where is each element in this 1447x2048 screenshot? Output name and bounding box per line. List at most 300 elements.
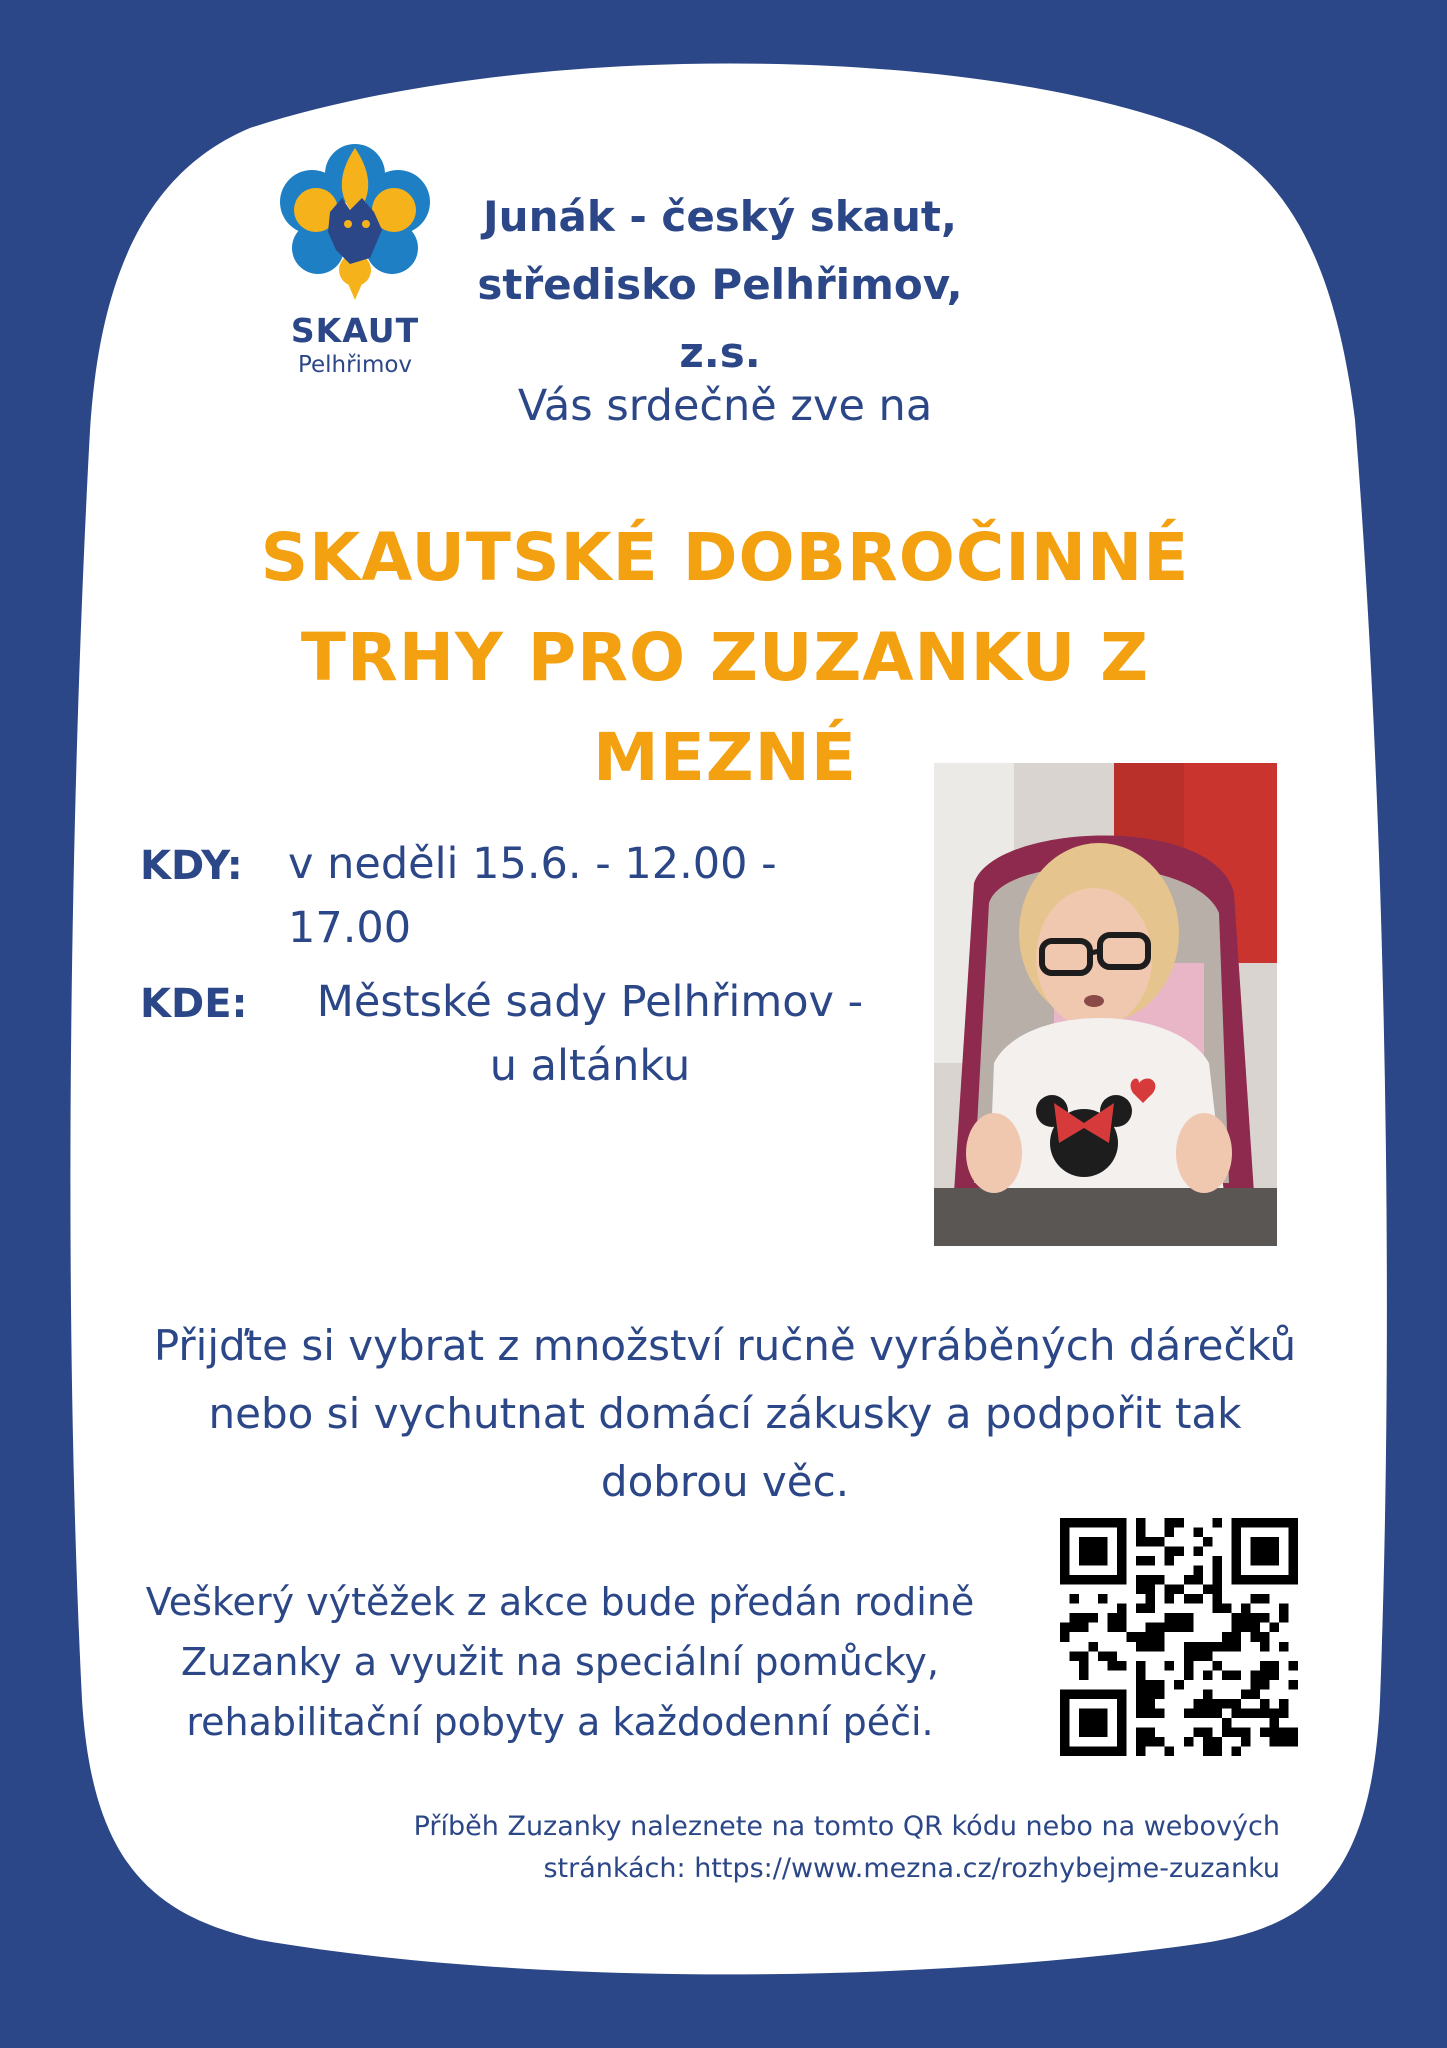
- qr-module: [1108, 1689, 1118, 1699]
- qr-module: [1060, 1632, 1070, 1642]
- qr-module: [1288, 1661, 1298, 1671]
- qr-module: [1203, 1727, 1213, 1737]
- qr-module: [1117, 1575, 1127, 1585]
- qr-module: [1079, 1718, 1089, 1728]
- qr-module: [1222, 1632, 1232, 1642]
- qr-module: [1117, 1718, 1127, 1728]
- qr-module: [1288, 1727, 1298, 1737]
- qr-module: [1241, 1613, 1251, 1623]
- qr-module: [1136, 1661, 1146, 1671]
- qr-module: [1060, 1737, 1070, 1747]
- qr-module: [1250, 1670, 1260, 1680]
- qr-module: [1231, 1547, 1241, 1557]
- qr-module: [1250, 1632, 1260, 1642]
- qr-module: [1193, 1566, 1203, 1576]
- qr-module: [1203, 1737, 1213, 1747]
- qr-module: [1203, 1651, 1213, 1661]
- qr-module: [1155, 1708, 1165, 1718]
- qr-module: [1260, 1556, 1270, 1566]
- qr-module: [1269, 1670, 1279, 1680]
- qr-module: [1174, 1613, 1184, 1623]
- qr-module: [1212, 1699, 1222, 1709]
- qr-module: [1155, 1623, 1165, 1633]
- qr-module: [1146, 1537, 1156, 1547]
- qr-module: [1174, 1518, 1184, 1528]
- qr-module: [1203, 1699, 1213, 1709]
- qr-module: [1089, 1575, 1099, 1585]
- qr-module: [1279, 1708, 1289, 1718]
- qr-module: [1203, 1746, 1213, 1756]
- qr-module: [1070, 1651, 1080, 1661]
- qr-module: [1136, 1632, 1146, 1642]
- qr-module: [1203, 1537, 1213, 1547]
- qr-module: [1193, 1699, 1203, 1709]
- qr-module: [1146, 1623, 1156, 1633]
- qr-module: [1165, 1613, 1175, 1623]
- qr-module: [1279, 1518, 1289, 1528]
- qr-module: [1231, 1528, 1241, 1538]
- qr-module: [1155, 1575, 1165, 1585]
- qr-module: [1060, 1518, 1070, 1528]
- qr-module: [1060, 1575, 1070, 1585]
- qr-module: [1089, 1689, 1099, 1699]
- qr-module: [1165, 1623, 1175, 1633]
- qr-module: [1098, 1594, 1108, 1604]
- invitation-line-2: nebo si vychutnat domácí zákusky a podpořit tak: [208, 1389, 1242, 1438]
- qr-module: [1260, 1594, 1270, 1604]
- qr-module: [1165, 1528, 1175, 1538]
- when-label: KDY:: [140, 843, 243, 889]
- qr-module: [1146, 1737, 1156, 1747]
- qr-module: [1241, 1737, 1251, 1747]
- qr-module: [1212, 1708, 1222, 1718]
- qr-module: [1070, 1623, 1080, 1633]
- qr-module: [1193, 1575, 1203, 1585]
- qr-module: [1117, 1689, 1127, 1699]
- qr-module: [1193, 1528, 1203, 1538]
- qr-module: [1117, 1604, 1127, 1614]
- qr-module: [1108, 1613, 1118, 1623]
- qr-module: [1222, 1727, 1232, 1737]
- qr-module: [1241, 1604, 1251, 1614]
- qr-module: [1184, 1642, 1194, 1652]
- qr-module: [1231, 1727, 1241, 1737]
- qr-module: [1136, 1518, 1146, 1528]
- qr-module: [1079, 1556, 1089, 1566]
- invite-text: Vás srdečně zve na: [517, 381, 933, 431]
- qr-module: [1174, 1585, 1184, 1595]
- qr-module: [1288, 1518, 1298, 1528]
- qr-module: [1136, 1746, 1146, 1756]
- where-line-1: Městské sady Pelhřimov -: [316, 977, 864, 1027]
- qr-module: [1269, 1661, 1279, 1671]
- qr-module: [1117, 1537, 1127, 1547]
- qr-module: [1279, 1727, 1289, 1737]
- organization-name: [440, 183, 1000, 387]
- qr-module: [1079, 1537, 1089, 1547]
- qr-module: [1117, 1623, 1127, 1633]
- qr-module: [1098, 1718, 1108, 1728]
- qr-module: [1184, 1613, 1194, 1623]
- qr-module: [1269, 1518, 1279, 1528]
- qr-module: [1079, 1651, 1089, 1661]
- qr-module: [1146, 1632, 1156, 1642]
- qr-module: [1146, 1727, 1156, 1737]
- invitation-line-3: dobrou věc.: [600, 1457, 850, 1506]
- qr-module: [1165, 1746, 1175, 1756]
- qr-module: [1089, 1727, 1099, 1737]
- proceeds-paragraph: [130, 1572, 990, 1752]
- qr-module: [1117, 1547, 1127, 1557]
- qr-module: [1279, 1642, 1289, 1652]
- qr-module: [1079, 1689, 1089, 1699]
- qr-module: [1098, 1651, 1108, 1661]
- qr-module: [1079, 1575, 1089, 1585]
- qr-module: [1288, 1547, 1298, 1557]
- qr-module: [1279, 1604, 1289, 1614]
- qr-module: [1203, 1708, 1213, 1718]
- qr-module: [1222, 1718, 1232, 1728]
- qr-module: [1269, 1708, 1279, 1718]
- qr-module: [1231, 1642, 1241, 1652]
- qr-module: [1250, 1623, 1260, 1633]
- qr-module: [1212, 1575, 1222, 1585]
- qr-module: [1288, 1575, 1298, 1585]
- event-title-line-3: MEZNÉ: [593, 719, 857, 796]
- qr-module: [1060, 1566, 1070, 1576]
- qr-module: [1117, 1518, 1127, 1528]
- qr-module: [1079, 1708, 1089, 1718]
- qr-module: [1146, 1708, 1156, 1718]
- qr-module: [1060, 1547, 1070, 1557]
- qr-module: [1098, 1537, 1108, 1547]
- qr-module: [1250, 1537, 1260, 1547]
- qr-module: [1250, 1575, 1260, 1585]
- qr-module: [1108, 1661, 1118, 1671]
- qr-module: [1241, 1623, 1251, 1633]
- qr-code-icon: [1060, 1518, 1298, 1756]
- qr-module: [1174, 1547, 1184, 1557]
- qr-module: [1212, 1604, 1222, 1614]
- qr-module: [1089, 1708, 1099, 1718]
- qr-module: [1260, 1642, 1270, 1652]
- qr-module: [1288, 1556, 1298, 1566]
- qr-module: [1165, 1518, 1175, 1528]
- where-value: [270, 970, 910, 1098]
- qr-module: [1098, 1689, 1108, 1699]
- qr-module: [1060, 1689, 1070, 1699]
- qr-module: [1098, 1575, 1108, 1585]
- qr-module: [1193, 1547, 1203, 1557]
- child-in-wheelchair-photo-icon: [934, 763, 1277, 1246]
- qr-code[interactable]: [1060, 1518, 1298, 1756]
- qr-module: [1117, 1746, 1127, 1756]
- qr-module: [1231, 1575, 1241, 1585]
- qr-module: [1279, 1699, 1289, 1709]
- qr-module: [1136, 1680, 1146, 1690]
- qr-module: [1241, 1727, 1251, 1737]
- proceeds-line-3: rehabilitační pobyty a každodenní péči.: [186, 1700, 934, 1744]
- invitation-paragraph: [120, 1312, 1330, 1516]
- qr-module: [1241, 1708, 1251, 1718]
- qr-module: [1136, 1604, 1146, 1614]
- qr-module: [1117, 1699, 1127, 1709]
- qr-module: [1079, 1661, 1089, 1671]
- qr-module: [1136, 1737, 1146, 1747]
- qr-module: [1079, 1518, 1089, 1528]
- qr-module: [1269, 1537, 1279, 1547]
- qr-module: [1212, 1661, 1222, 1671]
- qr-module: [1165, 1594, 1175, 1604]
- qr-module: [1241, 1575, 1251, 1585]
- where-label: KDE:: [140, 981, 248, 1027]
- qr-module: [1231, 1518, 1241, 1528]
- qr-module: [1146, 1594, 1156, 1604]
- qr-module: [1089, 1518, 1099, 1528]
- qr-module: [1288, 1680, 1298, 1690]
- qr-module: [1250, 1518, 1260, 1528]
- qr-module: [1117, 1566, 1127, 1576]
- qr-module: [1146, 1699, 1156, 1709]
- qr-module: [1250, 1594, 1260, 1604]
- qr-module: [1203, 1642, 1213, 1652]
- qr-module: [1231, 1556, 1241, 1566]
- qr-module: [1260, 1680, 1270, 1690]
- qr-module: [1165, 1547, 1175, 1557]
- qr-module: [1260, 1670, 1270, 1680]
- qr-module: [1165, 1585, 1175, 1595]
- qr-module: [1174, 1623, 1184, 1633]
- qr-module: [1146, 1585, 1156, 1595]
- qr-module: [1212, 1642, 1222, 1652]
- invitation-line-1: Přijďte si vybrat z množství ručně vyráběných dárečků: [153, 1321, 1297, 1370]
- qr-module: [1079, 1746, 1089, 1756]
- qr-module: [1146, 1642, 1156, 1652]
- qr-module: [1203, 1689, 1213, 1699]
- event-title-line-2: TRHY PRO ZUZANKU Z: [300, 619, 1150, 696]
- qr-module: [1269, 1623, 1279, 1633]
- qr-module: [1269, 1575, 1279, 1585]
- organization-line-1: Junák - český skaut,: [483, 192, 957, 241]
- story-line-1: Příběh Zuzanky naleznete na tomto QR kódu nebo na webových: [413, 1811, 1280, 1842]
- qr-module: [1070, 1689, 1080, 1699]
- qr-module: [1260, 1547, 1270, 1557]
- qr-module: [1288, 1566, 1298, 1576]
- qr-module: [1250, 1708, 1260, 1718]
- proceeds-line-2: Zuzanky a využit na speciální pomůcky,: [181, 1640, 939, 1684]
- qr-module: [1222, 1670, 1232, 1680]
- qr-module: [1155, 1680, 1165, 1690]
- qr-module: [1136, 1528, 1146, 1538]
- qr-module: [1060, 1718, 1070, 1728]
- qr-module: [1231, 1746, 1241, 1756]
- qr-module: [1136, 1699, 1146, 1709]
- qr-module: [1060, 1528, 1070, 1538]
- qr-module: [1260, 1518, 1270, 1528]
- qr-module: [1117, 1613, 1127, 1623]
- qr-module: [1079, 1613, 1089, 1623]
- story-line-2[interactable]: stránkách: https://www.mezna.cz/rozhybejme-zuzanku: [543, 1853, 1280, 1884]
- qr-module: [1184, 1708, 1194, 1718]
- story-note: [380, 1806, 1280, 1890]
- qr-module: [1193, 1708, 1203, 1718]
- qr-module: [1288, 1537, 1298, 1547]
- qr-module: [1155, 1642, 1165, 1652]
- qr-module: [1146, 1680, 1156, 1690]
- qr-module: [1089, 1613, 1099, 1623]
- qr-module: [1155, 1737, 1165, 1747]
- qr-module: [1184, 1737, 1194, 1747]
- qr-module: [1212, 1556, 1222, 1566]
- qr-module: [1184, 1594, 1194, 1604]
- qr-module: [1136, 1575, 1146, 1585]
- qr-module: [1079, 1547, 1089, 1557]
- qr-module: [1212, 1518, 1222, 1528]
- qr-module: [1222, 1699, 1232, 1709]
- qr-module: [1098, 1518, 1108, 1528]
- qr-module: [1108, 1746, 1118, 1756]
- qr-module: [1231, 1699, 1241, 1709]
- qr-module: [1288, 1737, 1298, 1747]
- qr-module: [1212, 1594, 1222, 1604]
- qr-module: [1174, 1680, 1184, 1690]
- qr-module: [1222, 1604, 1232, 1614]
- qr-module: [1136, 1670, 1146, 1680]
- qr-module: [1250, 1556, 1260, 1566]
- qr-module: [1155, 1632, 1165, 1642]
- proceeds-line-1: Veškerý výtěžek z akce bude předán rodině: [145, 1580, 975, 1624]
- qr-module: [1089, 1556, 1099, 1566]
- qr-module: [1231, 1708, 1241, 1718]
- qr-module: [1260, 1727, 1270, 1737]
- qr-module: [1079, 1623, 1089, 1633]
- qr-module: [1108, 1518, 1118, 1528]
- qr-module: [1146, 1689, 1156, 1699]
- qr-module: [1241, 1518, 1251, 1528]
- qr-module: [1269, 1718, 1279, 1728]
- qr-module: [1279, 1575, 1289, 1585]
- qr-module: [1193, 1651, 1203, 1661]
- qr-module: [1117, 1556, 1127, 1566]
- qr-module: [1117, 1528, 1127, 1538]
- qr-module: [1060, 1537, 1070, 1547]
- qr-module: [1155, 1689, 1165, 1699]
- qr-module: [1146, 1556, 1156, 1566]
- qr-module: [1203, 1670, 1213, 1680]
- qr-module: [1193, 1727, 1203, 1737]
- qr-module: [1098, 1556, 1108, 1566]
- qr-module: [1108, 1575, 1118, 1585]
- qr-module: [1136, 1689, 1146, 1699]
- logo-town: Pelhřimov: [297, 352, 413, 378]
- organization-line-2: středisko Pelhřimov, z.s.: [477, 260, 963, 377]
- qr-module: [1250, 1680, 1260, 1690]
- when-value: v neděli 15.6. - 12.00 - 17.00: [288, 839, 777, 953]
- qr-module: [1117, 1727, 1127, 1737]
- qr-module: [1212, 1566, 1222, 1576]
- qr-module: [1089, 1537, 1099, 1547]
- qr-module: [1060, 1708, 1070, 1718]
- qr-module: [1203, 1585, 1213, 1595]
- qr-module: [1146, 1604, 1156, 1614]
- qr-module: [1231, 1537, 1241, 1547]
- qr-module: [1279, 1737, 1289, 1747]
- qr-module: [1269, 1556, 1279, 1566]
- qr-module: [1089, 1642, 1099, 1652]
- qr-module: [1127, 1632, 1137, 1642]
- qr-module: [1269, 1737, 1279, 1747]
- qr-module: [1193, 1642, 1203, 1652]
- qr-module: [1165, 1661, 1175, 1671]
- qr-module: [1184, 1623, 1194, 1633]
- qr-module: [1231, 1566, 1241, 1576]
- qr-module: [1260, 1537, 1270, 1547]
- qr-module: [1260, 1575, 1270, 1585]
- qr-module: [1184, 1661, 1194, 1671]
- qr-module: [1060, 1727, 1070, 1737]
- qr-module: [1089, 1718, 1099, 1728]
- qr-module: [1117, 1661, 1127, 1671]
- qr-module: [1250, 1613, 1260, 1623]
- qr-module: [1070, 1575, 1080, 1585]
- qr-module: [1136, 1642, 1146, 1652]
- qr-module: [1098, 1746, 1108, 1756]
- qr-module: [1136, 1727, 1146, 1737]
- qr-module: [1070, 1594, 1080, 1604]
- qr-module: [1098, 1708, 1108, 1718]
- qr-module: [1250, 1689, 1260, 1699]
- where-line-2: u altánku: [489, 1041, 691, 1091]
- qr-module: [1079, 1727, 1089, 1737]
- qr-module: [1070, 1518, 1080, 1528]
- qr-module: [1070, 1746, 1080, 1756]
- qr-module: [1260, 1699, 1270, 1709]
- qr-module: [1212, 1737, 1222, 1747]
- qr-module: [1060, 1623, 1070, 1633]
- qr-module: [1089, 1746, 1099, 1756]
- qr-module: [1117, 1708, 1127, 1718]
- qr-module: [1231, 1670, 1241, 1680]
- qr-module: [1212, 1746, 1222, 1756]
- qr-module: [1098, 1547, 1108, 1557]
- qr-module: [1136, 1556, 1146, 1566]
- qr-module: [1241, 1689, 1251, 1699]
- qr-module: [1060, 1746, 1070, 1756]
- qr-module: [1260, 1613, 1270, 1623]
- qr-module: [1098, 1727, 1108, 1737]
- qr-module: [1117, 1737, 1127, 1747]
- qr-module: [1108, 1651, 1118, 1661]
- qr-module: [1184, 1575, 1194, 1585]
- logo-caption: [270, 312, 440, 380]
- qr-module: [1260, 1632, 1270, 1642]
- qr-module: [1231, 1632, 1241, 1642]
- qr-module: [1231, 1613, 1241, 1623]
- qr-module: [1136, 1537, 1146, 1547]
- qr-module: [1108, 1623, 1118, 1633]
- qr-module: [1060, 1556, 1070, 1566]
- qr-module: [1250, 1547, 1260, 1557]
- qr-module: [1146, 1575, 1156, 1585]
- qr-module: [1269, 1727, 1279, 1737]
- qr-module: [1089, 1547, 1099, 1557]
- qr-module: [1212, 1585, 1222, 1595]
- qr-module: [1279, 1613, 1289, 1623]
- qr-module: [1193, 1594, 1203, 1604]
- qr-module: [1155, 1537, 1165, 1547]
- qr-module: [1136, 1585, 1146, 1595]
- qr-module: [1231, 1623, 1241, 1633]
